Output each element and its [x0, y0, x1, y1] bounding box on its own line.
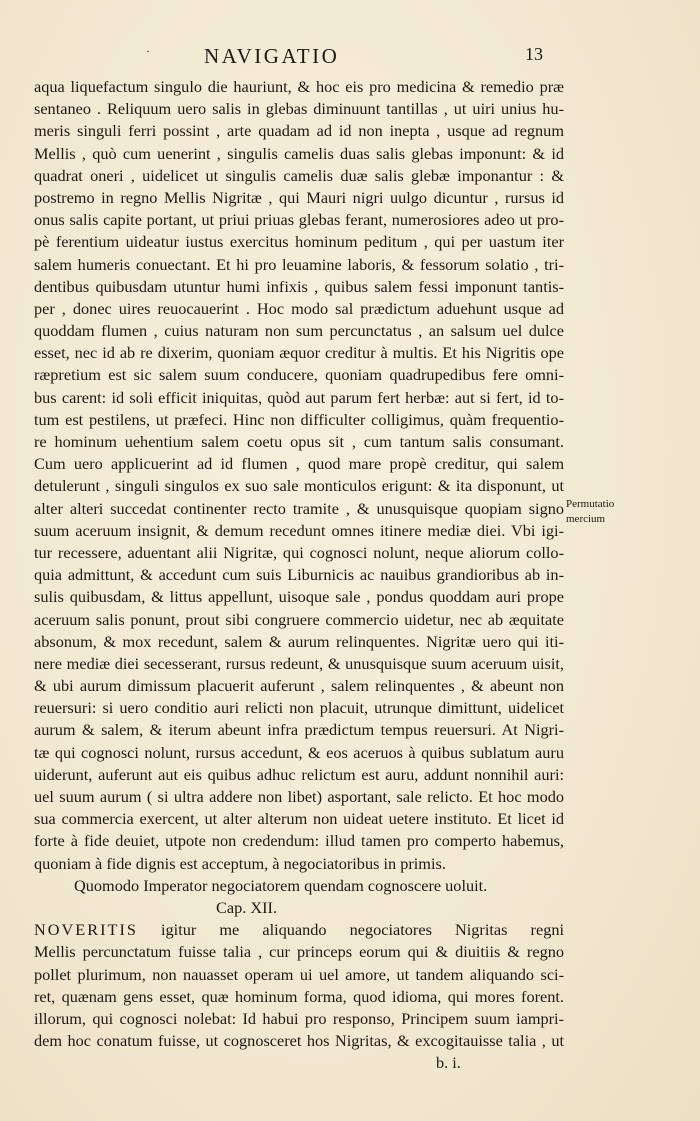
text-line: & ubi aurum dimissum placuerit auferunt , salem relinquentes , & abeunt non [34, 676, 564, 696]
chapter-text-line: Mellis percunctatum fuisse talia , cur princeps eorum qui & diuitiis & regno [34, 942, 564, 962]
text-line: per , donec uires reuocauerint . Hoc modo sal prædictum aduehunt usque ad [34, 298, 564, 318]
text-line: Cum uero applicuerint ad id flumen , quod mare propè creditur, qui salem [34, 454, 564, 474]
text-line: dentibus quibusdam utuntur humi infixis , quibus salem fessi imponunt tantis- [34, 276, 564, 296]
text-line: esset, nec id ab re dixerim, quoniam æquor creditur à multis. Et his Nigritis ope [34, 343, 564, 363]
text-line: forte à fide deuiet, utpote non credendum: illud tamen pro comperto habemus, [34, 831, 564, 851]
chapter-heading: Quomodo Imperator negociatorem quendam cognoscere uoluit. [74, 875, 488, 895]
text-line: meris singuli ferri possint , arte quadam ad id non inepta , usque ad regnum [34, 121, 564, 141]
text-line: tum est pestilens, ut præfeci. Hinc non difficulter colligimus, quàm frequentio- [34, 409, 564, 429]
main-paragraph [34, 76, 564, 875]
text-line: sentaneo . Reliquum uero salis in glebas diminuunt tantillas , ut uiri unius hu- [34, 99, 564, 119]
text-block [34, 76, 564, 1074]
text-line: quoniam à fide dignis est acceptum, à negociatoribus in primis. [34, 853, 446, 873]
chapter-text-line: dem hoc conatum fuisse, ut cognosceret hos Nigritas, & excogitauisse talia , ut [34, 1031, 564, 1051]
chapter-text-line: illorum, qui cognosci nolebat: Id habui pro responso, Principem suum iampri- [34, 1008, 564, 1028]
text-line: alter alteri succedat continenter recto tramite , & unusquisque quopiam signo [34, 498, 564, 518]
text-line: tur recessere, aduentant alii Nigritæ, qui cognosci nolunt, neque aliorum collo- [34, 542, 564, 562]
text-line: tæ qui cognosci nolunt, rursus accedunt, & eos aceruos à quibus sublatum auru [34, 742, 564, 762]
chapter-text-line: ret, quænam gens esset, quæ hominum forma, quod idioma, qui mores forent. [34, 986, 564, 1006]
text-line: uiderunt, auferunt aut eis quibus adhuc relictum est auru, addunt nonnihil auri: [34, 764, 564, 784]
text-line: quoddam flumen , cuius naturam non sum percunctatus , an salsum uel dulce [34, 321, 564, 341]
text-line: quadrat oneri , uidelicet ut singulis camelis duæ salis glebæ imponantur : & [34, 165, 564, 185]
margin-note [566, 497, 614, 527]
chapter-first-word: NOVERITIS [34, 920, 138, 940]
text-line: nere mediæ diei secesserant, rursus redeunt, & unusquisque suum aceruum uisit, [34, 653, 564, 673]
signature-mark: b. i. [436, 1053, 461, 1073]
chapter-first-line-rest: igitur me aliquando negociatores Nigritas regni [137, 920, 564, 940]
running-header [0, 40, 700, 70]
text-line: Mellis , quò cum uenerint , singulis camelis duas salis glebas imponunt: & id [34, 143, 564, 163]
text-line: sua commercia exercent, ut alter alterum non uideat uetere instituto. Et licet id [34, 809, 564, 829]
folio-number: 13 [525, 44, 543, 64]
text-line: re hominum uehentium salem coetu opus sit , cum tantum salis consumant. [34, 432, 564, 451]
running-title: NAVIGATIO [204, 44, 340, 68]
text-line: absonum, & mox recedunt, salem & aurum relinquentes. Nigritæ uero qui iti- [34, 631, 564, 651]
header-ornament: · [146, 44, 150, 58]
text-line: aceruum salis ponunt, prout sibi congruere commercio uidetur, nec ab æquitate [34, 609, 564, 629]
text-line: pè ferentium uideatur iustus exercitus hominum peditum , qui per uastum iter [34, 232, 564, 252]
chapter-paragraph [34, 919, 564, 1052]
text-line: onus salis capite portant, ut priui priuas glebas ferant, numerosiores adeo ut pro- [34, 210, 564, 230]
chapter-text-line: pollet plurimum, non nauasset operam ui uel amore, ut tandem aliquando sci- [34, 964, 564, 984]
text-line: suum aceruum insignit, & demum recedunt omnes itinere mediæ diei. Vbi igi- [34, 520, 564, 540]
margin-note-line-1: Permutatio [566, 498, 615, 510]
text-line: salem humeris conuectant. Et hi pro leuamine laboris, & fessorum solatio , tri- [34, 254, 564, 274]
chapter-number: Cap. XII. [216, 897, 278, 917]
text-line: sulis quibusdam, & littus appellunt, uisoque sale , pondus quoddam auri prope [34, 587, 564, 607]
margin-note-line-2: mercium [566, 513, 606, 525]
text-line: reuersuri: si uero conditio auri relicti non placuit, utrunque dimittunt, uidelicet [34, 698, 564, 718]
text-line: detulerunt , singuli singulos ex suo sale monticulos erigunt: & ita disponunt, ut [34, 476, 564, 496]
text-line: aqua liquefactum singulo die hauriunt, & hoc eis pro medicina & remedio præ [34, 77, 564, 96]
text-line: aurum & salem, & iterum abeunt infra prædictum tempus reuersuri. At Nigri- [34, 720, 564, 740]
text-line: uel suum aurum ( si ultra addere non libet) asportant, sale relicto. Et hoc modo [34, 787, 564, 806]
text-line: quia admittunt, & accedunt cum suis Liburnicis ac nauibus grandioribus ab in- [34, 565, 564, 585]
text-line: postremo in regno Mellis Nigritæ , qui Mauri nigri uulgo dicuntur , rursus id [34, 187, 564, 207]
chapter-text-line [34, 919, 564, 941]
text-line: ræpretium est sic salem suum conducere, quoniam quadrupedibus fere omni- [34, 365, 564, 385]
text-line: bus carent: id soli efficit iniquitas, quòd aut parum fert herbæ: aut si fert, id to- [34, 387, 564, 407]
